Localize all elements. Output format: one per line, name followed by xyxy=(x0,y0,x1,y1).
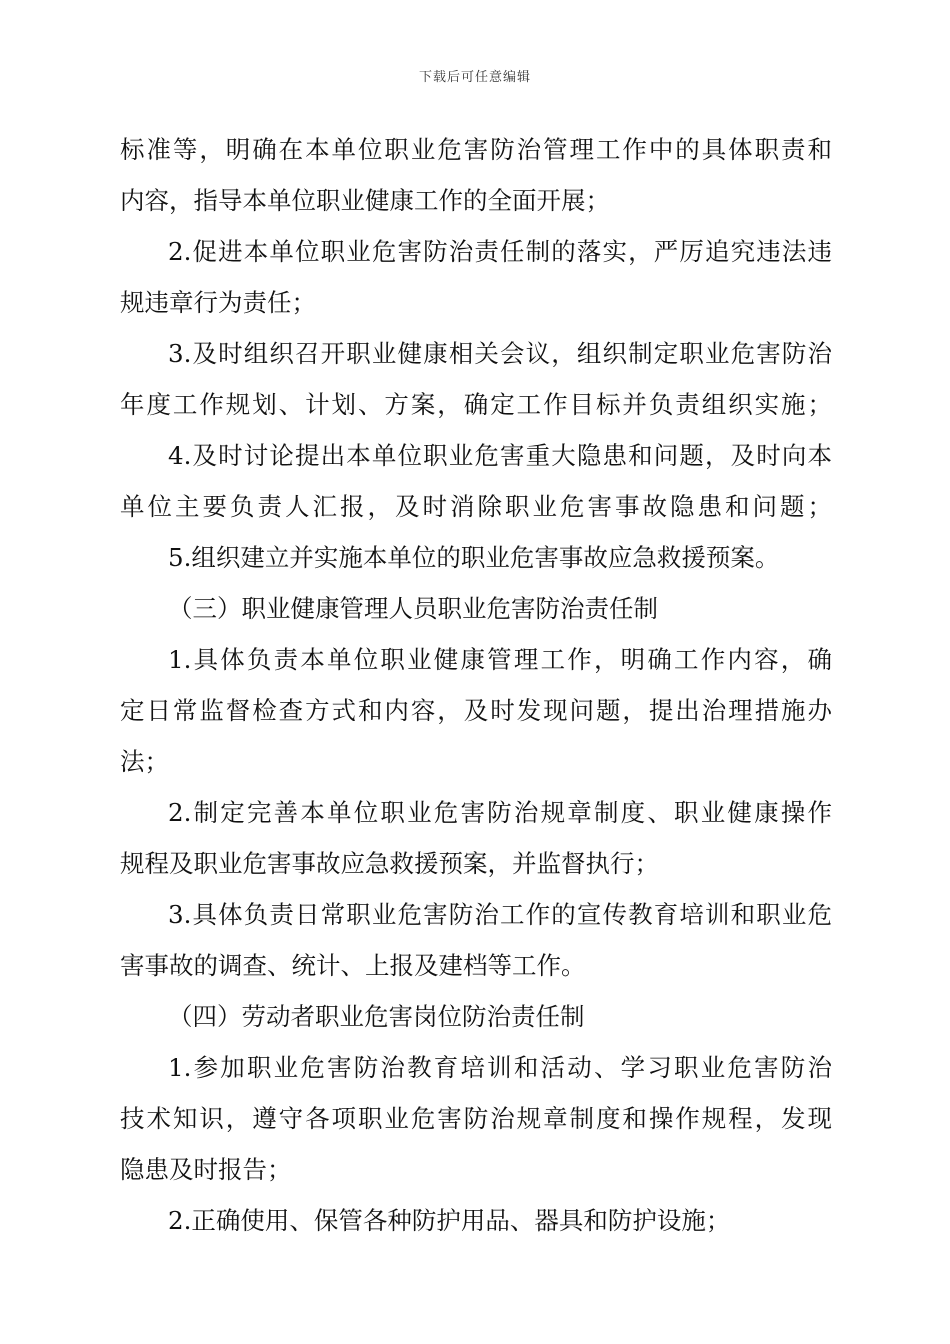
text-line: 3.具体负责日常职业危害防治工作的宣传教育培训和职业危 xyxy=(168,900,832,929)
text-line: 内容，指导本单位职业健康工作的全面开展； xyxy=(120,186,610,215)
text-line: 规程及职业危害事故应急救援预案，并监督执行； xyxy=(120,849,659,878)
text-line: 2.促进本单位职业危害防治责任制的落实，严厉追究违法违 xyxy=(168,237,832,266)
text-line: 技术知识，遵守各项职业危害防治规章制度和操作规程，发现 xyxy=(120,1104,832,1133)
text-line: 2.正确使用、保管各种防护用品、器具和防护设施； xyxy=(168,1206,731,1235)
section-heading: （三）职业健康管理人员职业危害防治责任制 xyxy=(168,594,658,623)
text-line: 隐患及时报告； xyxy=(120,1155,292,1184)
text-line: 单位主要负责人汇报，及时消除职业危害事故隐患和问题； xyxy=(120,492,832,521)
text-line: 规违章行为责任； xyxy=(120,288,316,317)
text-line: 2.制定完善本单位职业危害防治规章制度、职业健康操作 xyxy=(168,798,832,827)
text-line: 害事故的调查、统计、上报及建档等工作。 xyxy=(120,951,586,980)
text-line: 1.参加职业危害防治教育培训和活动、学习职业危害防治 xyxy=(168,1053,832,1082)
text-line: 5.组织建立并实施本单位的职业危害事故应急救援预案。 xyxy=(168,543,780,572)
text-line: 4.及时讨论提出本单位职业危害重大隐患和问题，及时向本 xyxy=(168,441,832,470)
text-line: 1.具体负责本单位职业健康管理工作，明确工作内容，确 xyxy=(168,645,832,674)
text-line: 年度工作规划、计划、方案，确定工作目标并负责组织实施； xyxy=(120,390,832,419)
text-line: 标准等，明确在本单位职业危害防治管理工作中的具体职责和 xyxy=(120,135,832,164)
text-line: 3.及时组织召开职业健康相关会议，组织制定职业危害防治 xyxy=(168,339,832,368)
text-line: 定日常监督检查方式和内容，及时发现问题，提出治理措施办 xyxy=(120,696,832,725)
section-heading: （四）劳动者职业危害岗位防治责任制 xyxy=(168,1002,585,1031)
page-header: 下载后可任意编辑 xyxy=(418,70,531,85)
text-line: 法； xyxy=(120,747,169,776)
document-body xyxy=(120,124,832,1246)
